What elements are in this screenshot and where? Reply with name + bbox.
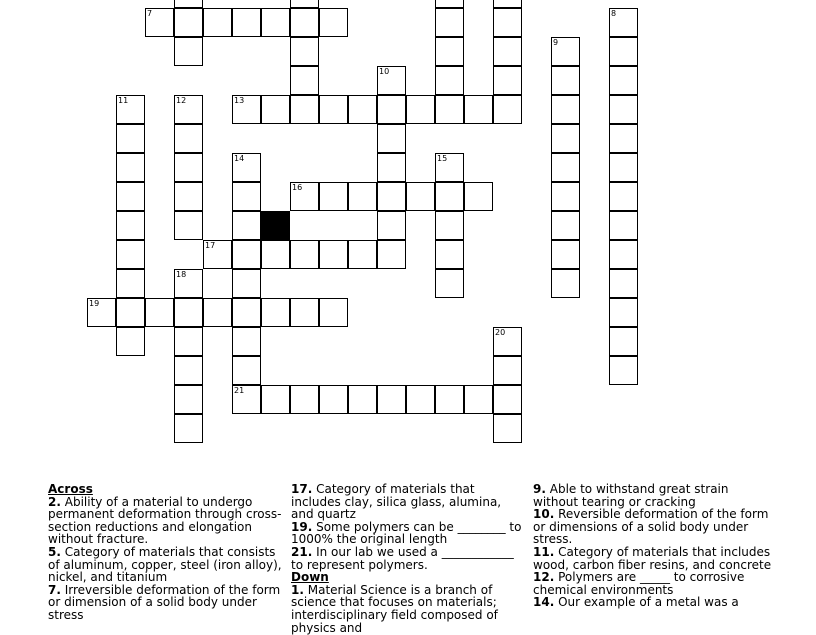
clue-down-1[interactable]: 1. Material Science is a branch of science that focuses on materials; interdisciplinary field composed of physics and	[291, 582, 498, 635]
grid-cell[interactable]	[232, 298, 261, 327]
grid-cell[interactable]	[174, 95, 203, 124]
grid-cell[interactable]	[116, 124, 145, 153]
grid-cell[interactable]	[493, 327, 522, 356]
grid-cell[interactable]	[290, 95, 319, 124]
grid-cell[interactable]	[290, 8, 319, 37]
grid-cell[interactable]	[116, 327, 145, 356]
grid-cell[interactable]	[116, 211, 145, 240]
grid-cell[interactable]	[464, 95, 493, 124]
grid-cell[interactable]	[609, 95, 638, 124]
clue-number: 15	[437, 154, 448, 163]
clue-across-2[interactable]: 2. Ability of a material to undergo permanent deformation through cross-section reductions and elongation without fracture.	[48, 494, 282, 547]
clue-down-9[interactable]: 9. Able to withstand great strain without tearing or cracking	[533, 482, 729, 509]
grid-cell[interactable]	[406, 182, 435, 211]
grid-cell[interactable]	[464, 182, 493, 211]
grid-cell[interactable]	[435, 8, 464, 37]
grid-cell[interactable]	[232, 153, 261, 182]
grid-cell[interactable]	[464, 385, 493, 414]
grid-cell[interactable]	[319, 182, 348, 211]
grid-cell[interactable]	[174, 8, 203, 37]
grid-cell[interactable]	[87, 298, 116, 327]
grid-cell[interactable]	[551, 37, 580, 66]
grid-cell[interactable]	[609, 66, 638, 95]
grid-cell[interactable]	[377, 211, 406, 240]
grid-cell[interactable]	[232, 182, 261, 211]
grid-cell[interactable]	[232, 356, 261, 385]
grid-cell[interactable]	[435, 385, 464, 414]
grid-cell[interactable]	[261, 8, 290, 37]
grid-cell[interactable]	[406, 95, 435, 124]
grid-cell[interactable]	[232, 211, 261, 240]
grid-cell[interactable]	[174, 269, 203, 298]
clue-number: 12	[176, 96, 187, 105]
grid-cell[interactable]	[116, 182, 145, 211]
grid-cell[interactable]	[145, 298, 174, 327]
grid-cell[interactable]	[377, 240, 406, 269]
grid-cell[interactable]	[116, 95, 145, 124]
grid-cell[interactable]	[609, 8, 638, 37]
grid-cell[interactable]	[290, 66, 319, 95]
grid-cell[interactable]	[609, 327, 638, 356]
grid-cell[interactable]	[493, 95, 522, 124]
grid-cell[interactable]	[377, 66, 406, 95]
grid-cell[interactable]	[348, 182, 377, 211]
grid-cell[interactable]	[348, 95, 377, 124]
clue-number: 19	[89, 299, 100, 308]
grid-cell[interactable]	[319, 298, 348, 327]
grid-cell[interactable]	[290, 385, 319, 414]
clue-across-21[interactable]: 21. In our lab we used a ____________ to represent polymers.	[291, 544, 514, 572]
grid-cell[interactable]	[493, 356, 522, 385]
grid-cell[interactable]	[609, 37, 638, 66]
grid-cell[interactable]	[609, 269, 638, 298]
grid-cell[interactable]	[261, 385, 290, 414]
grid-cell[interactable]	[609, 240, 638, 269]
grid-cell[interactable]	[145, 8, 174, 37]
grid-cell[interactable]	[609, 153, 638, 182]
grid-cell[interactable]	[203, 8, 232, 37]
grid-cell[interactable]	[174, 327, 203, 356]
clue-down-10[interactable]: 10. Reversible deformation of the form or dimensions of a solid body under stress.	[533, 507, 769, 547]
grid-cell[interactable]	[609, 124, 638, 153]
grid-cell[interactable]	[174, 37, 203, 66]
clue-across-7[interactable]: 7. Irreversible deformation of the form or dimension of a solid body under stress	[48, 582, 281, 622]
grid-cell[interactable]	[551, 211, 580, 240]
grid-cell[interactable]	[174, 385, 203, 414]
clues-column-3	[533, 483, 773, 609]
clue-across-19[interactable]: 19. Some polymers can be ________ to 1000% the original length	[291, 519, 522, 547]
grid-cell[interactable]	[551, 182, 580, 211]
across-heading: Across	[48, 482, 93, 496]
grid-cell[interactable]	[551, 153, 580, 182]
grid-cell[interactable]	[348, 385, 377, 414]
grid-cell[interactable]	[551, 95, 580, 124]
grid-cell[interactable]	[435, 211, 464, 240]
grid-cell[interactable]	[377, 182, 406, 211]
grid-cell[interactable]	[493, 8, 522, 37]
grid-cell[interactable]	[435, 0, 464, 8]
grid-cell[interactable]	[290, 298, 319, 327]
grid-cell[interactable]	[551, 240, 580, 269]
clue-number: 9	[553, 38, 559, 47]
grid-cell[interactable]	[232, 95, 261, 124]
grid-cell[interactable]	[290, 37, 319, 66]
grid-cell[interactable]	[551, 124, 580, 153]
clue-number: 7	[147, 9, 153, 18]
grid-cell[interactable]	[609, 356, 638, 385]
clue-number: 10	[379, 67, 390, 76]
grid-cell[interactable]	[203, 298, 232, 327]
grid-cell[interactable]	[609, 298, 638, 327]
clue-number: 8	[611, 9, 617, 18]
grid-cell[interactable]	[377, 95, 406, 124]
clue-down-12[interactable]: 12. Polymers are _____ to corrosive chemical environments	[533, 570, 745, 597]
clue-across-17[interactable]: 17. Category of materials that includes clay, silica glass, alumina, and quartz	[291, 482, 502, 522]
grid-cell[interactable]	[609, 182, 638, 211]
grid-cell[interactable]	[203, 240, 232, 269]
grid-cell[interactable]	[174, 356, 203, 385]
clue-number: 11	[118, 96, 129, 105]
grid-cell[interactable]	[377, 153, 406, 182]
clue-down-14[interactable]: 14. Our example of a metal was a	[533, 595, 739, 610]
grid-cell[interactable]	[232, 8, 261, 37]
grid-cell[interactable]	[377, 385, 406, 414]
black-square	[261, 211, 290, 240]
grid-cell[interactable]	[174, 298, 203, 327]
grid-cell[interactable]	[116, 153, 145, 182]
grid-cell[interactable]	[319, 385, 348, 414]
grid-cell[interactable]	[406, 385, 435, 414]
grid-cell[interactable]	[435, 269, 464, 298]
grid-cell[interactable]	[551, 269, 580, 298]
clues-column-2	[291, 483, 523, 634]
clue-number: 13	[234, 96, 245, 105]
grid-cell[interactable]	[116, 298, 145, 327]
grid-cell[interactable]	[116, 240, 145, 269]
grid-cell[interactable]	[261, 298, 290, 327]
clue-number: 18	[176, 270, 187, 279]
grid-cell[interactable]	[290, 182, 319, 211]
grid-cell[interactable]	[319, 240, 348, 269]
grid-cell[interactable]	[493, 414, 522, 443]
clues-column-1	[48, 483, 284, 622]
clue-number: 14	[234, 154, 245, 163]
grid-cell[interactable]	[232, 240, 261, 269]
clue-number: 20	[495, 328, 506, 337]
grid-cell[interactable]	[232, 327, 261, 356]
grid-cell[interactable]	[261, 240, 290, 269]
grid-cell[interactable]	[435, 66, 464, 95]
grid-cell[interactable]	[348, 240, 377, 269]
grid-cell[interactable]	[319, 95, 348, 124]
grid-cell[interactable]	[174, 153, 203, 182]
grid-cell[interactable]	[377, 124, 406, 153]
clue-down-11[interactable]: 11. Category of materials that includes wood, carbon fiber resins, and concrete	[533, 544, 772, 572]
down-heading: Down	[291, 570, 329, 585]
grid-cell[interactable]	[174, 414, 203, 443]
grid-cell[interactable]	[493, 0, 522, 8]
grid-cell[interactable]	[609, 211, 638, 240]
grid-cell[interactable]	[232, 385, 261, 414]
clue-number: 17	[205, 241, 216, 250]
grid-cell[interactable]	[174, 124, 203, 153]
grid-cell[interactable]	[261, 95, 290, 124]
grid-cell[interactable]	[435, 182, 464, 211]
grid-cell[interactable]	[551, 66, 580, 95]
grid-cell[interactable]	[493, 66, 522, 95]
grid-cell[interactable]	[232, 269, 261, 298]
grid-cell[interactable]	[290, 240, 319, 269]
grid-cell[interactable]	[174, 211, 203, 240]
grid-cell[interactable]	[493, 385, 522, 414]
grid-cell[interactable]	[435, 95, 464, 124]
clue-number: 21	[234, 386, 245, 395]
clue-number: 16	[292, 183, 303, 192]
grid-cell[interactable]	[290, 0, 319, 8]
grid-cell[interactable]	[435, 37, 464, 66]
grid-cell[interactable]	[435, 153, 464, 182]
clue-across-5[interactable]: 5. Category of materials that consists of aluminum, copper, steel (iron alloy), nickel, and titanium	[48, 544, 282, 585]
grid-cell[interactable]	[116, 269, 145, 298]
grid-cell[interactable]	[319, 8, 348, 37]
grid-cell[interactable]	[174, 0, 203, 8]
grid-cell[interactable]	[435, 240, 464, 269]
grid-cell[interactable]	[174, 182, 203, 211]
grid-cell[interactable]	[493, 37, 522, 66]
